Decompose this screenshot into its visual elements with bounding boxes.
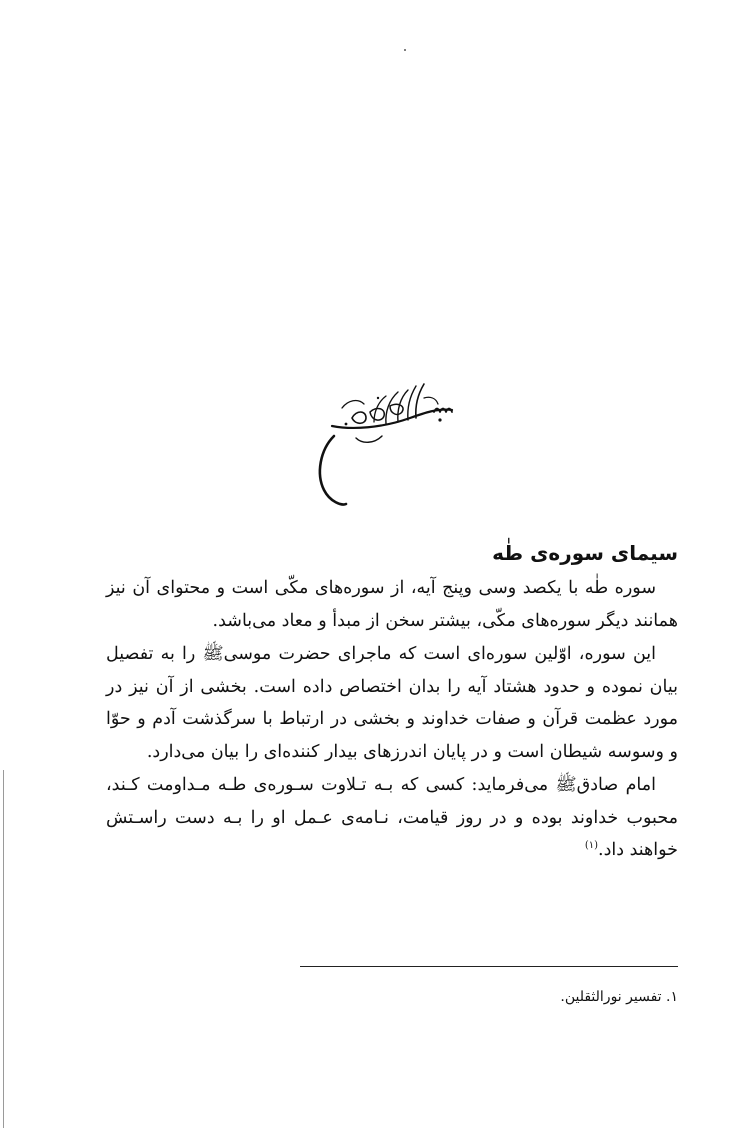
basmala-calligraphy-icon [312,378,462,510]
basmala-text: بسم الله الرحمن الرحیم [387,458,398,459]
scan-margin-line [3,770,4,1128]
footnote: ۱. تفسیر نورالثقلین. [560,989,678,1005]
paragraph-intro: سوره طٰه با یکصد وسی وپنج آیه، از سوره‌های مکّی است و محتوای آن نیز همانند دیگر سوره‌های مکّی، بیشتر سخن از مبدأ و معاد می‌باشد. [106,578,678,631]
footnote-divider [300,966,678,967]
scan-speck [404,49,406,51]
paragraph-content: این سوره، اوّلین سوره‌ای است که ماجرای حضرت موسی‌ﷺ را به تفصیل بیان نموده و حدود هشتاد آیه را بدان اختصاص داده است. بخشی از آن نیز در مورد عظمت قرآن و صفات خداوند و بخشی در ارتباط با سرگذشت آدم و حوّا و وسوسه شیطان است و در پایان اندرزهای بیدار کننده‌ای را بیان می‌دارد. [106,644,678,762]
paragraph-hadith-text: امام صادق‌ﷺ می‌فرماید: کسی که بـه تـلاوت سـوره‌ی طـه مـداومت کـند، محبوب خداوند بوده و در روز قیامت، نـامه‌ی عـمل او را بـه دست راسـتش خواهند داد. [106,775,678,860]
paragraph-hadith [106,769,678,867]
section-heading: سیمای سوره‌ی طٰه [492,541,678,565]
main-text [106,538,678,868]
footnote-reference[interactable]: (۱) [584,840,598,852]
